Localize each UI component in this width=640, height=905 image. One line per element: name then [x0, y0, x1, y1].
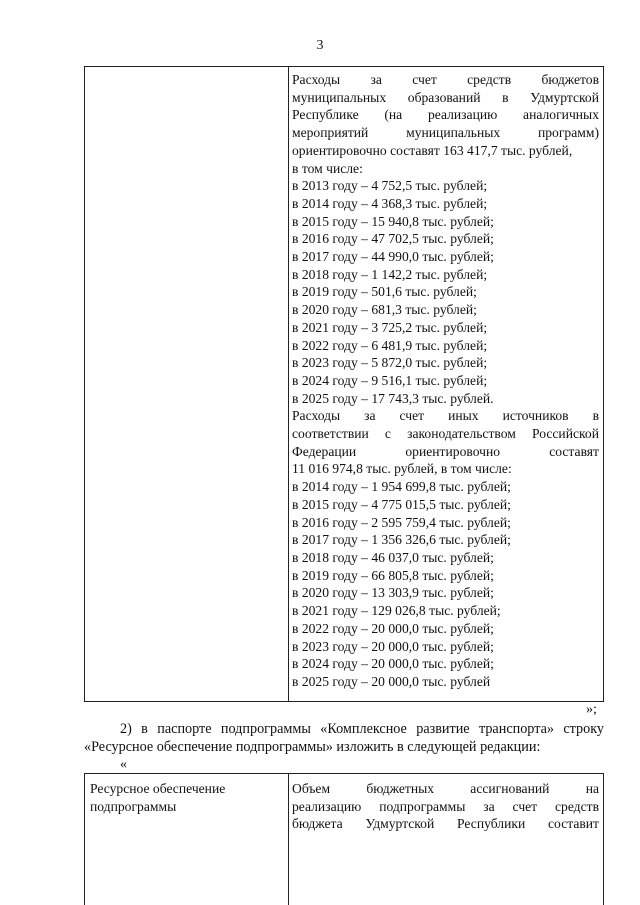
- year-amount-line: в 2020 году – 681,3 тыс. рублей;: [292, 302, 477, 318]
- year-amount-line: в 2025 году – 17 743,3 тыс. рублей.: [292, 390, 494, 406]
- row-label-line: Ресурсное обеспечение: [90, 781, 226, 796]
- year-amount-line: в 2014 году – 4 368,3 тыс. рублей;: [292, 195, 488, 211]
- row-label-line: подпрограммы: [90, 798, 177, 814]
- text-line: Федерации ориентировочно составят: [292, 443, 599, 459]
- text-line: в том числе:: [292, 160, 363, 176]
- amendment-paragraph-line-1: 2) в паспорте подпрограммы «Комплексное развитие транспорта» строку: [120, 721, 604, 737]
- other-sources-paragraph: [292, 407, 599, 478]
- year-amount-line: в 2023 году – 20 000,0 тыс. рублей;: [292, 638, 494, 654]
- text-line: Расходы за счет средств бюджетов: [292, 72, 599, 87]
- text-line: Расходы за счет иных источников в: [292, 408, 599, 424]
- amendment-paragraph-line-2: «Ресурсное обеспечение подпрограммы» изложить в следующей редакции:: [84, 739, 541, 755]
- page-number: 3: [316, 38, 324, 53]
- year-amount-line: в 2018 году – 46 037,0 тыс. рублей;: [292, 549, 494, 565]
- closing-quote: »;: [586, 702, 597, 717]
- year-amount-line: в 2015 году – 4 775 015,5 тыс. рублей;: [292, 496, 511, 512]
- year-amount-line: в 2016 году – 2 595 759,4 тыс. рублей;: [292, 514, 511, 530]
- year-amount-line: в 2017 году – 1 356 326,6 тыс. рублей;: [292, 532, 511, 548]
- text-line: 11 016 974,8 тыс. рублей, в том числе:: [292, 461, 512, 477]
- year-amount-line: в 2023 году – 5 872,0 тыс. рублей;: [292, 355, 488, 371]
- year-amount-line: в 2024 году – 9 516,1 тыс. рублей;: [292, 372, 488, 388]
- year-amount-line: в 2017 году – 44 990,0 тыс. рублей;: [292, 249, 494, 265]
- year-amount-line: в 2020 году – 13 303,9 тыс. рублей;: [292, 585, 494, 601]
- year-amount-line: в 2018 году – 1 142,2 тыс. рублей;: [292, 266, 488, 282]
- text-line: ориентировочно составят 163 417,7 тыс. рублей,: [292, 142, 573, 158]
- column-divider: [288, 774, 289, 905]
- year-amount-line: в 2021 году – 3 725,2 тыс. рублей;: [292, 319, 488, 335]
- opening-quote: «: [120, 757, 127, 772]
- year-amount-line: в 2019 году – 66 805,8 тыс. рублей;: [292, 567, 494, 583]
- resource-table-new: [84, 773, 604, 905]
- year-amount-line: в 2016 году – 47 702,5 тыс. рублей;: [292, 231, 494, 247]
- year-amount-line: в 2015 году – 15 940,8 тыс. рублей;: [292, 213, 494, 229]
- resource-table-continued: [84, 66, 604, 702]
- text-line: Республике (на реализацию аналогичных: [292, 107, 599, 123]
- text-line: соответствии с законодательством Российской: [292, 426, 599, 442]
- year-amount-line: в 2019 году – 501,6 тыс. рублей;: [292, 284, 477, 300]
- year-amount-line: в 2022 году – 20 000,0 тыс. рублей;: [292, 620, 494, 636]
- text-line: бюджета Удмуртской Республики составит: [292, 816, 599, 832]
- municipal-budget-paragraph: [292, 71, 599, 177]
- municipal-budget-by-year-list: [292, 177, 599, 407]
- other-sources-by-year-list: [292, 478, 599, 690]
- year-amount-line: в 2014 году – 1 954 699,8 тыс. рублей;: [292, 479, 511, 495]
- year-amount-line: в 2025 году – 20 000,0 тыс. рублей: [292, 673, 491, 689]
- column-divider: [288, 67, 289, 701]
- year-amount-line: в 2013 году – 4 752,5 тыс. рублей;: [292, 178, 488, 194]
- year-amount-line: в 2022 году – 6 481,9 тыс. рублей;: [292, 337, 488, 353]
- year-amount-line: в 2024 году – 20 000,0 тыс. рублей;: [292, 656, 494, 672]
- text-line: мероприятий муниципальных программ): [292, 125, 599, 141]
- funding-description-cell: [292, 780, 599, 833]
- year-amount-line: в 2021 году – 129 026,8 тыс. рублей;: [292, 603, 501, 619]
- text-line: Объем бюджетных ассигнований на: [292, 781, 599, 796]
- text-line: муниципальных образований в Удмуртской: [292, 89, 599, 105]
- funding-description-cell: [292, 71, 599, 691]
- row-label-cell: [90, 780, 280, 815]
- text-line: реализацию подпрограммы за счет средств: [292, 798, 599, 814]
